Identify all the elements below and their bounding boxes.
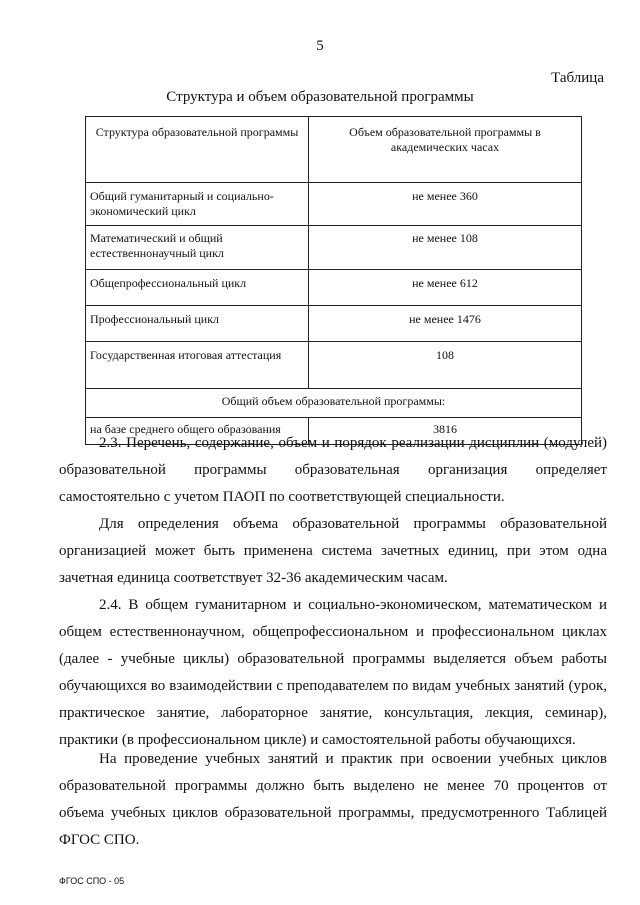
page-number: 5 [316, 38, 324, 54]
body-text [59, 511, 607, 592]
body-text [59, 592, 607, 754]
table-cell-structure: Математический и общий естественнонаучный цикл [86, 226, 309, 270]
table-header-cell: Структура образовательной программы [86, 117, 309, 183]
table-row [86, 183, 582, 226]
table-cell-hours: не менее 612 [309, 270, 582, 306]
table-cell-structure: Общепрофессиональный цикл [86, 270, 309, 306]
table-caption: Таблица [551, 70, 604, 86]
body-text [59, 430, 607, 511]
paragraph: Для определения объема образовательной программы образовательной организацией может быть применена система зачетных единиц, при этом одна зачетная единица соответствует 32-36 академическим часам. [59, 516, 607, 586]
table-header-row [86, 117, 582, 183]
table-row [86, 342, 582, 389]
table-row [86, 306, 582, 342]
body-text [59, 746, 607, 854]
program-structure-table [85, 116, 582, 445]
table-header-cell: Объем образовательной программы в академических часах [309, 117, 582, 183]
table-cell-structure: на базе среднего общего образования [86, 418, 309, 445]
table-cell-structure: Профессиональный цикл [86, 306, 309, 342]
table-total-label-row [86, 389, 582, 418]
table-cell-hours: не менее 360 [309, 183, 582, 226]
table-row [86, 270, 582, 306]
table-title: Структура и объем образовательной программы [166, 89, 474, 105]
table-row [86, 226, 582, 270]
paragraph: 2.4. В общем гуманитарном и социально-экономическом, математическом и общем естественнонаучном, общепрофессиональном и профессиональном циклах (далее - учебные циклы) образовательной программы выделяется объем работы обучающихся во взаимодействии с преподавателем по видам учебных занятий (урок, практическое занятие, лабораторное занятие, консультация, лекция, семинар), практики (в профессиональном цикле) и самостоятельной работы обучающихся. [59, 597, 607, 748]
paragraph: На проведение учебных занятий и практик при освоении учебных циклов образовательной программы должно быть выделено не менее 70 процентов от объема учебных циклов образовательной программы, предусмотренного Таблицей ФГОС СПО. [59, 751, 607, 848]
paragraph: 2.3. Перечень, содержание, объем и порядок реализации дисциплин (модулей) образовательной программы образовательная организация определяет самостоятельно с учетом ПАОП по соответствующей специальности. [59, 435, 607, 505]
footer-code: ФГОС СПО - 05 [59, 876, 125, 886]
table-cell-structure: Государственная итоговая аттестация [86, 342, 309, 389]
table-cell-structure: Общий гуманитарный и социально-экономический цикл [86, 183, 309, 226]
table-cell-hours: 3816 [309, 418, 582, 445]
table-cell-hours: 108 [309, 342, 582, 389]
table-cell-hours: не менее 108 [309, 226, 582, 270]
table-cell-hours: не менее 1476 [309, 306, 582, 342]
table-total-label: Общий объем образовательной программы: [86, 389, 582, 418]
